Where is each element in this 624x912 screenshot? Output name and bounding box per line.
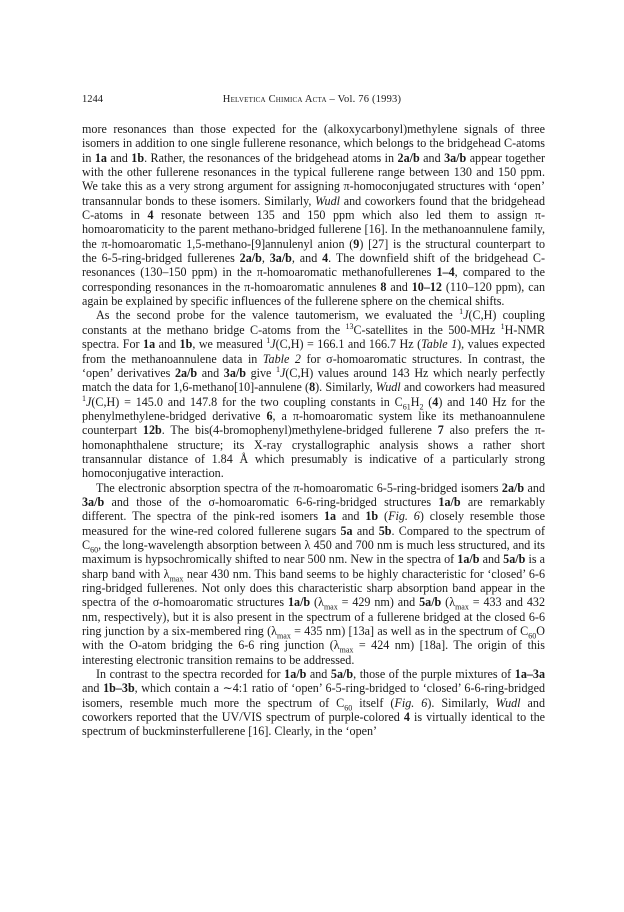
journal-running-head — [82, 94, 542, 105]
paragraph-3: The electronic absorption spectra of the π-homoaromatic 6-5-ring-bridged isomers 2a/b and 3a/b and those of the σ-homoaromatic 6-6-ring-bridged structures 1a/b are remarkably different. The spectra of the pink-red isomers 1a and 1b (Fig. 6) closely resemble those measured for the wine-red colored fullerene sugars 5a and 5b. Compared to the spectrum of $C_{60}$, the long-wavelength absorption between λ 450 and 700 nm is much less structured, and its maximum is hypsochromically shifted to near 500 nm. New in the spectra of 1a/b and 5a/b is a sharp band with $\lambda_{max}$ near 430 nm. This band seems to be highly characteristic for ‘closed’ 6-6 ring-bridged fullerenes. Not only does this characteristic sharp absorption band appear in the spectra of the σ-homoaromatic structures 1a/b ($\lambda_{max} = 429$ nm) and 5a/b ($\lambda_{max} = 433$ and 432 nm, respectively), but it is also present in the spectrum of a fullerene bridged at the closed 6-6 ring junction by a six-membered ring ($\lambda_{max} = 435$ nm) [13a] as well as in the spectrum of $C_{60}O$ with the O-atom bridging the 6-6 ring junction ($\lambda_{max} = 424$ nm) [18a]. The origin of this interesting electronic transition remains to be addressed. — [82, 480, 546, 667]
running-header — [82, 94, 542, 108]
journal-volume: – Vol. 76 (1993) — [329, 94, 402, 105]
paragraph-2: As the second probe for the valence tautomerism, we evaluated the $^1$J(C,H) coupling constants at the methano bridge C-atoms from the $^{13}$C-satellites in the 500-MHz $^1$H-NMR spectra. For 1a and 1b, we measured $^1$J(C,H) = 166.1 and 166.7 Hz (Table 1), values expected from the methanoannulene data in Table 2 for σ-homoaromatic structures. In contrast, the ‘open’ derivatives 2a/b and 3a/b give $^1$J(C,H) values around 143 Hz which nearly perfectly match the data for 1,6-methano[10]-annulene (8). Similarly, Wudl and coworkers had measured $^1$J(C,H) = 145.0 and 147.8 for the two coupling constants in $C_{61}H_2$ (4) and 140 Hz for the phenylmethylene-bridged derivative 6, a π-homoaromatic system like its methanoannulene counterpart 12b. The bis(4-bromophenyl)methylene-bridged fullerene 7 also prefers the π-homonaphthalene structure; its X-ray crystallographic analysis shows a rather short transannular distance of 1.84 Å which presumably is indicative of a particularly strong homoconjugative interaction. — [82, 307, 546, 481]
paragraph-4: In contrast to the spectra recorded for 1a/b and 5a/b, those of the purple mixtures of 1a–3a and 1b–3b, which contain a ∼4:1 ratio of ‘open’ 6-5-ring-bridged to ‘closed’ 6-6-ring-bridged isomers, resemble much more the spectrum of $C_{60}$ itself (Fig. 6). Similarly, Wudl and coworkers reported that the UV/VIS spectrum of purple-colored 4 is virtually identical to the spectrum of buckminsterfullerene [16]. Clearly, in the ‘open’ — [82, 667, 545, 739]
journal-name: Helvetica Chimica Acta — [222, 94, 327, 105]
page-number: 1244 — [82, 94, 103, 105]
article-body — [82, 122, 545, 739]
paragraph-1: more resonances than those expected for the (alkoxycarbonyl)methylene signals of three isomers in addition to one single fullerene resonance, which belongs to the bridgehead C-atoms in 1a and 1b. Rather, the resonances of the bridgehead atoms in 2a/b and 3a/b appear together with the other fullerene resonances in the typical fullerene range between 130 and 150 ppm. We take this as a very strong argument for assigning π-homoconjugated structures with ‘open’ transannular bonds to these isomers. Similarly, Wudl and coworkers found that the bridgehead C-atoms in 4 resonate between 135 and 150 ppm which also led them to assign π-homoaromaticity to the parent methano-bridged fullerene [16]. In the methanoannulene family, the π-homoaromatic 1,5-methano-[9]annulenyl anion (9) [27] is the structural counterpart to the 6-5-ring-bridged fullerenes 2a/b, 3a/b, and 4. The downfield shift of the bridgehead C-resonances (130–150 ppm) in the π-homoaromatic methanofullerenes 1–4, compared to the corresponding resonances in the π-homoaromatic annulenes 8 and 10–12 (110–120 ppm), can again be explained by specific influences of the fullerene sphere on the chemical shifts. — [82, 122, 546, 309]
